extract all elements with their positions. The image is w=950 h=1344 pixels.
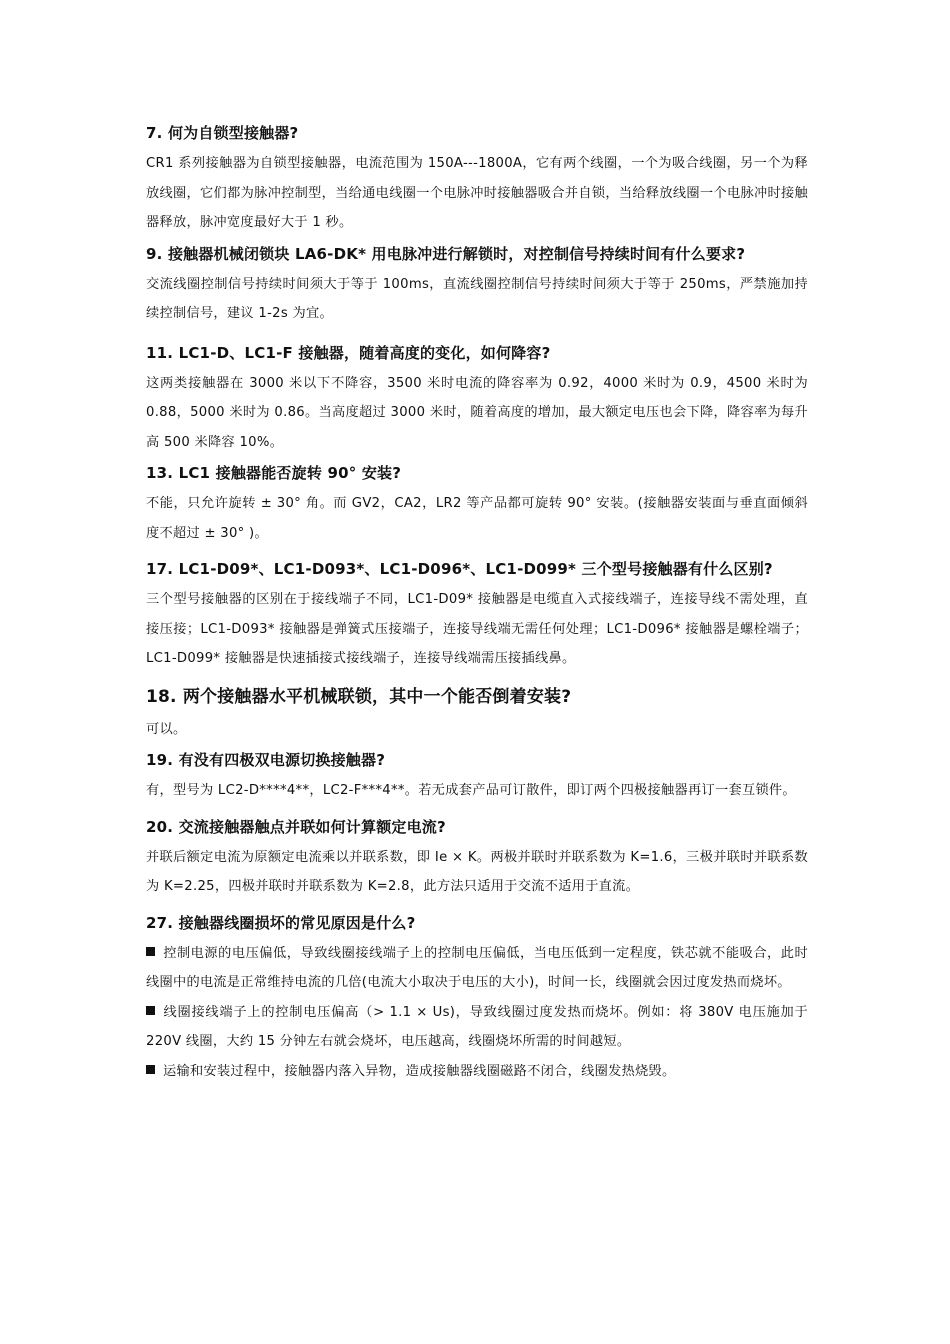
question-heading: 9. 接触器机械闭锁块 LA6-DK* 用电脉冲进行解锁时，对控制信号持续时间有什么要求? [146, 244, 746, 263]
question-heading: 19. 有没有四极双电源切换接触器? [146, 751, 386, 769]
faq-item-18 [146, 683, 808, 745]
faq-content [146, 121, 808, 1086]
faq-item-17 [146, 557, 808, 674]
answer-text: 有，型号为 LC2-D****4**，LC2-F***4**。若无成套产品可订散件，即订两个四极接触器再订一套互锁件。 [146, 783, 796, 798]
answer-text: 交流线圈控制信号持续时间须大于等于 100ms，直流线圈控制信号持续时间须大于等于 250ms，严禁施加持续控制信号，建议 1-2s 为宜。 [146, 276, 808, 321]
answer-text: 不能，只允许旋转 ± 30° 角。而 GV2，CA2，LR2 等产品都可旋转 90° 安装。(接触器安装面与垂直面倾斜度不超过 ± 30° )。 [146, 496, 808, 541]
faq-item-13 [146, 461, 808, 548]
question-heading: 20. 交流接触器触点并联如何计算额定电流? [146, 817, 446, 836]
bullet-item [146, 1057, 808, 1087]
question-heading: 17. LC1-D09*、LC1-D093*、LC1-D096*、LC1-D099* 三个型号接触器有什么区别? [146, 560, 773, 578]
square-bullet-icon [146, 947, 155, 956]
square-bullet-icon [146, 1065, 155, 1074]
question-heading: 27. 接触器线圈损坏的常见原因是什么? [146, 913, 416, 932]
bullet-text: 控制电源的电压偏低，导致线圈接线端子上的控制电压偏低，当电压低到一定程度，铁芯就不能吸合，此时线圈中的电流是正常维持电流的几倍(电流大小取决于电压的大小)，时间一长，线圈就会因过度发热而烧坏。 [146, 945, 808, 990]
question-heading: 13. LC1 接触器能否旋转 90° 安装? [146, 464, 402, 482]
bullet-text: 运输和安装过程中，接触器内落入异物，造成接触器线圈磁路不闭合，线圈发热烧毁。 [163, 1063, 676, 1079]
faq-item-27 [146, 911, 808, 1087]
answer-text: CR1 系列接触器为自锁型接触器，电流范围为 150A---1800A，它有两个线圈，一个为吸合线圈，另一个为释放线圈，它们都为脉冲控制型，当给通电线圈一个电脉冲时接触器吸合并自锁，当给释放线圈一个电脉冲时接触器释放，脉冲宽度最好大于 1 秒。 [146, 156, 808, 230]
faq-item-7 [146, 121, 808, 238]
faq-item-9 [146, 242, 808, 329]
faq-item-20 [146, 815, 808, 902]
answer-text: 并联后额定电流为原额定电流乘以并联系数，即 Ie × K。两极并联时并联系数为 K=1.6，三极并联时并联系数为 K=2.25，四极并联时并联系数为 K=2.8，此方法只适用于交流不适用于直流。 [146, 849, 808, 894]
answer-text: 可以。 [146, 721, 187, 737]
question-heading: 11. LC1-D、LC1-F 接触器，随着高度的变化，如何降容? [146, 343, 551, 362]
faq-item-11 [146, 341, 808, 458]
question-heading: 18. 两个接触器水平机械联锁，其中一个能否倒着安装? [146, 686, 572, 707]
bullet-item [146, 939, 808, 998]
bullet-text: 线圈接线端子上的控制电压偏高（> 1.1 × Us)，导致线圈过度发热而烧坏。例如：将 380V 电压施加于 220V 线圈，大约 15 分钟左右就会烧坏，电压越高，线圈烧坏所需的时间越短。 [146, 1004, 808, 1049]
faq-item-19 [146, 748, 808, 806]
square-bullet-icon [146, 1006, 155, 1015]
answer-text: 这两类接触器在 3000 米以下不降容，3500 米时电流的降容率为 0.92，4000 米时为 0.9，4500 米时为 0.88，5000 米时为 0.86。当高度超过 3000 米时，随着高度的增加，最大额定电压也会下降，降容率为每升高 500 米降容 10%。 [146, 375, 808, 450]
question-heading: 7. 何为自锁型接触器? [146, 124, 299, 142]
bullet-item [146, 998, 808, 1057]
answer-text: 三个型号接触器的区别在于接线端子不同，LC1-D09* 接触器是电缆直入式接线端子，连接导线不需处理，直接压接；LC1-D093* 接触器是弹簧式压接端子，连接导线端无需任何处理；LC1-D096* 接触器是螺栓端子；LC1-D099* 接触器是快速插接式接线端子，连接导线端需压接插线鼻。 [146, 592, 808, 666]
